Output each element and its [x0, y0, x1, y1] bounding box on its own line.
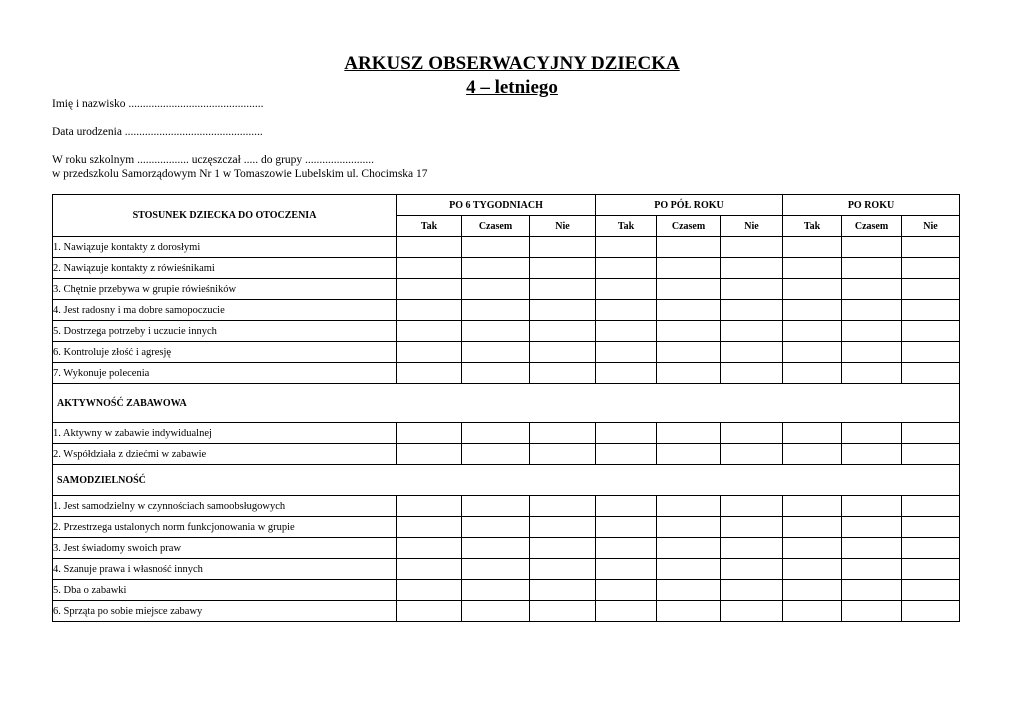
answer-cell — [397, 321, 462, 342]
answer-cell — [462, 279, 530, 300]
answer-cell — [530, 444, 596, 465]
answer-cell — [842, 559, 902, 580]
answer-cell — [657, 444, 721, 465]
answer-cell — [783, 279, 842, 300]
table-row — [53, 363, 960, 384]
answer-cell — [657, 321, 721, 342]
answer-cell — [596, 363, 657, 384]
answer-cell — [902, 279, 960, 300]
answer-cell — [657, 559, 721, 580]
answer-cell — [596, 496, 657, 517]
answer-cell — [783, 300, 842, 321]
answer-cell — [530, 517, 596, 538]
answer-cell — [902, 517, 960, 538]
answer-header: Tak — [596, 216, 657, 237]
item-label: 2. Nawiązuje kontakty z rówieśnikami — [53, 258, 397, 279]
table-row — [53, 496, 960, 517]
answer-cell — [842, 517, 902, 538]
answer-header: Nie — [902, 216, 960, 237]
answer-cell — [530, 321, 596, 342]
answer-cell — [596, 444, 657, 465]
answer-cell — [530, 580, 596, 601]
answer-cell — [596, 580, 657, 601]
answer-cell — [842, 300, 902, 321]
answer-cell — [902, 601, 960, 622]
item-label: 7. Wykonuje polecenia — [53, 363, 397, 384]
answer-cell — [902, 237, 960, 258]
answer-cell — [902, 444, 960, 465]
answer-cell — [462, 258, 530, 279]
table-row — [53, 601, 960, 622]
answer-cell — [902, 258, 960, 279]
answer-cell — [783, 258, 842, 279]
main-column-header: STOSUNEK DZIECKA DO OTOCZENIA — [53, 195, 397, 237]
table-row — [53, 279, 960, 300]
preschool-field: w przedszkolu Samorządowym Nr 1 w Tomaszowie Lubelskim ul. Chocimska 17 — [52, 168, 428, 180]
answer-header: Czasem — [657, 216, 721, 237]
answer-header: Czasem — [842, 216, 902, 237]
answer-cell — [596, 538, 657, 559]
answer-cell — [783, 517, 842, 538]
answer-cell — [842, 237, 902, 258]
table-row — [53, 300, 960, 321]
answer-cell — [397, 601, 462, 622]
answer-cell — [842, 538, 902, 559]
document-title: ARKUSZ OBSERWACYJNY DZIECKA — [344, 53, 680, 74]
answer-cell — [783, 321, 842, 342]
answer-cell — [462, 321, 530, 342]
name-field: Imię i nazwisko ............................................... — [52, 98, 264, 110]
table-row — [53, 580, 960, 601]
answer-cell — [721, 237, 783, 258]
answer-cell — [397, 300, 462, 321]
answer-cell — [721, 601, 783, 622]
answer-cell — [842, 342, 902, 363]
table-row — [53, 517, 960, 538]
answer-header: Nie — [530, 216, 596, 237]
answer-cell — [721, 342, 783, 363]
answer-cell — [397, 279, 462, 300]
answer-cell — [783, 423, 842, 444]
answer-cell — [721, 559, 783, 580]
answer-cell — [657, 496, 721, 517]
period-header-year: PO ROKU — [783, 195, 960, 216]
item-label: 6. Sprząta po sobie miejsce zabawy — [53, 601, 397, 622]
answer-cell — [842, 363, 902, 384]
answer-cell — [902, 559, 960, 580]
item-label: 2. Przestrzega ustalonych norm funkcjonowania w grupie — [53, 517, 397, 538]
answer-cell — [462, 363, 530, 384]
answer-cell — [397, 444, 462, 465]
answer-cell — [783, 342, 842, 363]
answer-cell — [657, 342, 721, 363]
answer-cell — [397, 517, 462, 538]
table-row — [53, 423, 960, 444]
answer-cell — [530, 300, 596, 321]
answer-cell — [902, 321, 960, 342]
answer-cell — [721, 423, 783, 444]
answer-cell — [530, 496, 596, 517]
answer-cell — [902, 300, 960, 321]
answer-cell — [530, 559, 596, 580]
period-header-half-year: PO PÓŁ ROKU — [596, 195, 783, 216]
answer-cell — [397, 423, 462, 444]
answer-cell — [530, 237, 596, 258]
table-row — [53, 321, 960, 342]
table-row — [53, 444, 960, 465]
answer-cell — [783, 559, 842, 580]
answer-cell — [462, 237, 530, 258]
item-label: 3. Chętnie przebywa w grupie rówieśników — [53, 279, 397, 300]
answer-cell — [721, 444, 783, 465]
item-label: 6. Kontroluje złość i agresję — [53, 342, 397, 363]
answer-cell — [657, 601, 721, 622]
answer-cell — [902, 496, 960, 517]
answer-cell — [657, 300, 721, 321]
answer-cell — [397, 258, 462, 279]
item-label: 1. Jest samodzielny w czynnościach samoobsługowych — [53, 496, 397, 517]
answer-cell — [902, 538, 960, 559]
answer-cell — [530, 258, 596, 279]
birth-date-field: Data urodzenia ................................................ — [52, 126, 263, 138]
answer-cell — [596, 342, 657, 363]
answer-cell — [657, 423, 721, 444]
answer-cell — [783, 601, 842, 622]
answer-cell — [596, 321, 657, 342]
section-title-play-activity: AKTYWNOŚĆ ZABAWOWA — [53, 384, 960, 423]
answer-header: Tak — [397, 216, 462, 237]
answer-cell — [657, 580, 721, 601]
answer-cell — [721, 300, 783, 321]
answer-cell — [596, 300, 657, 321]
answer-cell — [462, 300, 530, 321]
answer-cell — [842, 321, 902, 342]
answer-cell — [842, 580, 902, 601]
answer-cell — [530, 342, 596, 363]
answer-cell — [462, 601, 530, 622]
answer-cell — [530, 538, 596, 559]
answer-header: Czasem — [462, 216, 530, 237]
answer-cell — [721, 279, 783, 300]
table-row — [53, 237, 960, 258]
answer-cell — [721, 363, 783, 384]
table-row — [53, 258, 960, 279]
item-label: 5. Dba o zabawki — [53, 580, 397, 601]
answer-cell — [842, 279, 902, 300]
answer-cell — [462, 559, 530, 580]
answer-cell — [657, 258, 721, 279]
item-label: 4. Jest radosny i ma dobre samopoczucie — [53, 300, 397, 321]
answer-cell — [842, 258, 902, 279]
answer-cell — [397, 538, 462, 559]
answer-cell — [842, 496, 902, 517]
answer-cell — [530, 279, 596, 300]
answer-cell — [596, 237, 657, 258]
answer-cell — [596, 258, 657, 279]
answer-cell — [721, 496, 783, 517]
answer-cell — [842, 444, 902, 465]
answer-cell — [902, 580, 960, 601]
answer-cell — [902, 423, 960, 444]
table-row — [53, 559, 960, 580]
answer-cell — [902, 342, 960, 363]
answer-cell — [657, 517, 721, 538]
item-label: 5. Dostrzega potrzeby i uczucie innych — [53, 321, 397, 342]
answer-cell — [783, 237, 842, 258]
answer-cell — [783, 444, 842, 465]
school-year-field: W roku szkolnym .................. uczęszczał ..... do grupy ........................ — [52, 154, 375, 166]
answer-cell — [783, 363, 842, 384]
answer-cell — [397, 363, 462, 384]
answer-cell — [721, 580, 783, 601]
answer-cell — [397, 559, 462, 580]
answer-cell — [462, 423, 530, 444]
answer-cell — [596, 601, 657, 622]
answer-cell — [842, 601, 902, 622]
answer-cell — [397, 342, 462, 363]
answer-cell — [462, 517, 530, 538]
item-label: 3. Jest świadomy swoich praw — [53, 538, 397, 559]
answer-cell — [721, 517, 783, 538]
answer-cell — [462, 538, 530, 559]
answer-cell — [783, 496, 842, 517]
answer-cell — [462, 580, 530, 601]
table-row — [53, 342, 960, 363]
answer-cell — [596, 517, 657, 538]
item-label: 2. Współdziała z dziećmi w zabawie — [53, 444, 397, 465]
answer-cell — [902, 363, 960, 384]
answer-header: Tak — [783, 216, 842, 237]
observation-table — [52, 194, 960, 622]
answer-cell — [397, 496, 462, 517]
period-header-6-weeks: PO 6 TYGODNIACH — [397, 195, 596, 216]
table-row — [53, 538, 960, 559]
answer-cell — [783, 580, 842, 601]
answer-header: Nie — [721, 216, 783, 237]
answer-cell — [397, 580, 462, 601]
answer-cell — [596, 423, 657, 444]
item-label: 4. Szanuje prawa i własność innych — [53, 559, 397, 580]
answer-cell — [462, 342, 530, 363]
answer-cell — [530, 601, 596, 622]
answer-cell — [462, 496, 530, 517]
answer-cell — [721, 321, 783, 342]
document-subtitle: 4 – letniego — [466, 77, 558, 98]
answer-cell — [657, 363, 721, 384]
answer-cell — [721, 258, 783, 279]
answer-cell — [596, 279, 657, 300]
answer-cell — [596, 559, 657, 580]
section-title-independence: SAMODZIELNOŚĆ — [53, 465, 960, 496]
item-label: 1. Aktywny w zabawie indywidualnej — [53, 423, 397, 444]
answer-cell — [721, 538, 783, 559]
answer-cell — [397, 237, 462, 258]
answer-cell — [842, 423, 902, 444]
answer-cell — [530, 363, 596, 384]
answer-cell — [657, 237, 721, 258]
item-label: 1. Nawiązuje kontakty z dorosłymi — [53, 237, 397, 258]
answer-cell — [657, 538, 721, 559]
answer-cell — [530, 423, 596, 444]
answer-cell — [657, 279, 721, 300]
answer-cell — [462, 444, 530, 465]
answer-cell — [783, 538, 842, 559]
